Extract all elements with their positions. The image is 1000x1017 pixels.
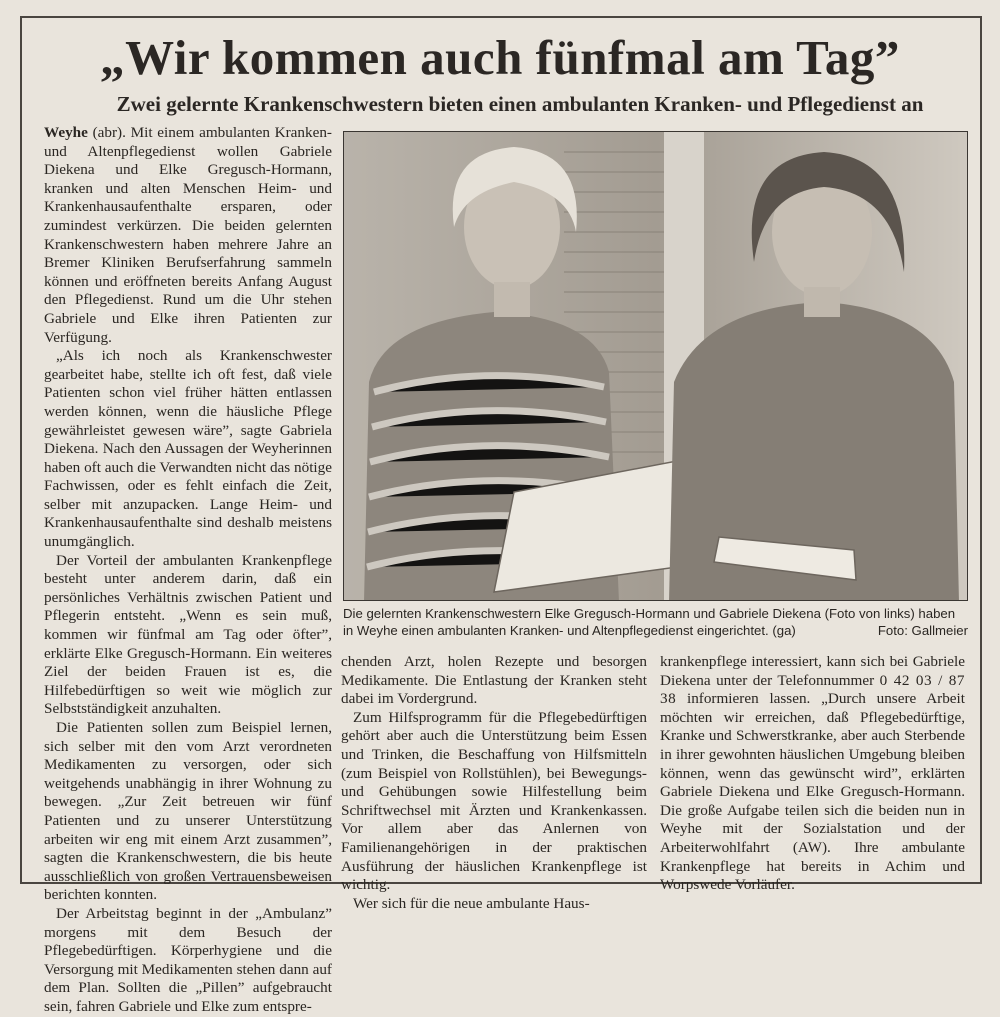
paragraph-text: informieren lassen. „Durch unsere Arbeit möchten wir erreichen, daß Pflegebedürftige, Kranke und Schwerstkranke, aber auch Sterbende in ihrer gewohnten häuslichen Umgebung bleiben können, wenn das gewünscht wird”, erklärten Gabriele Diekena und Elke Gregusch-Hormann. Die große Aufgabe teilen sich die beiden nun in Weyhe mit der Sozialstation und der Arbeiterwohlfahrt (AW). Ihre ambulante Krankenpflege hat bereits in Achim und Worpswede Vorläufer.	[660, 690, 965, 894]
paragraph: „Als ich noch als Krankenschwester gearbeitet habe, stellte ich oft fest, daß viele Patienten schon viel früher hätten entlassen werden können, wenn die häusliche Pflege gewährleistet gewesen wäre”, sagte Gabriela Diekena. Nach den Aussagen der Weyherinnen haben oft auch die Verwandten nicht das nötige Fachwissen, oder es fehlt einfach die Zeit, selber mit anzupacken. Lange Heim- und Krankenhausaufenthalte sind deshalb meistens unumgänglich.	[44, 347, 332, 551]
headline: „Wir kommen auch fünfmal am Tag”	[100, 30, 900, 85]
caption-text: Die gelernten Krankenschwestern Elke Gregusch-Hormann und Gabriele Diekena (Foto von links) haben in Weyhe einen ambulanten Kranken- und Altenpflegedienst eingerichtet. (ga)	[343, 606, 956, 638]
photo-credit: Foto: Gallmeier	[877, 623, 968, 638]
paragraph-text: (abr). Mit einem ambulanten Kranken- und Altenpflegedienst wollen Gabriele Diekena und Elke Gregusch-Hormann, kranken und alten Menschen Heim- und Krankenhausaufenthalte ersparen, oder zumindest verkürzen. Die beiden gelernten Krankenschwestern haben mehrere Jahre an Bremer Kliniken Berufserfahrung sammeln können und eröffneten bereits Anfang August den Pflegedienst. Rund um die Uhr stehen Gabriele und Elke ihren Patienten zur Verfügung.	[44, 124, 332, 346]
photo-illustration	[344, 132, 968, 601]
paragraph: Wer sich für die neue ambulante Haus-	[353, 894, 590, 912]
article-column-1	[44, 124, 332, 1017]
paragraph: chenden Arzt, holen Rezepte und besorgen Medikamente. Die Entlastung der Kranken steht dabei im Vordergrund.	[341, 653, 647, 708]
paragraph: Der Vorteil der ambulanten Krankenpflege besteht unter anderem darin, daß ein persönliches Verhältnis zwischen Patient und Pflegerin entsteht. „Wenn es sein muß, kommen wir fünfmal am Tag oder öfter”, erklärte Elke Gregusch-Hormann. Ein weiteres Ziel der beiden Frauen ist es, die Hilfebedürftigen so weit wie möglich zur Selbstständigkeit anzuhalten.	[44, 551, 332, 718]
paragraph: Der Arbeitstag beginnt in der „Ambulanz” morgens mit dem Besuch der Pflegebedürftigen. Körperhygiene und die Versorgung mit Medikamenten stehen dann auf dem Plan. Sollten die „Pillen” aufgebraucht sein, fahren Gabriele und Elke zum entspre-	[44, 904, 332, 1015]
paragraph	[660, 653, 965, 895]
paragraph: Die Patienten sollen zum Beispiel lernen, sich selber mit den vom Arzt verordneten Medikamenten zu versorgen, oder sich weitgehends unabhängig in ihrer Wohnung zu bewegen. „Zur Zeit betreuen wir fünf Patienten und zu unserer Unterstützung arbeiten wir eng mit einem Arzt zusammen”, sagten die Krankenschwestern, die bis heute ausschließlich von großen Vertrauensbeweisen berichten konnten.	[44, 719, 332, 904]
photo-caption	[343, 605, 968, 639]
paragraph: Zum Hilfsprogramm für die Pflegebedürftigen gehört aber auch die Unterstützung beim Essen und Trinken, die Beschaffung von Hilfsmitteln (zum Beispiel von Rollstühlen), bei Bewegungs- und Gehübungen sowie Hilfestellung beim Schriftwechsel mit Ärzten und Krankenkassen. Vor allem aber das Anlernen von Familienangehörigen in der praktischen Ausführung der häuslichen Krankenpflege ist wichtig.	[341, 708, 647, 894]
article-column-2	[341, 653, 647, 913]
dateline-place: Weyhe	[44, 124, 88, 141]
phone-number: 0 42 03 / 87 38	[660, 671, 965, 708]
paragraph	[44, 124, 332, 347]
paragraph-text: krankenpflege interessiert, kann sich bei Gabriele Diekena unter der Telefonnummer	[660, 653, 965, 689]
article-photo	[343, 131, 968, 601]
subheadline: Zwei gelernte Krankenschwestern bieten einen ambulanten Kranken- und Pflegedienst an	[116, 92, 924, 116]
article-column-3	[660, 653, 965, 895]
